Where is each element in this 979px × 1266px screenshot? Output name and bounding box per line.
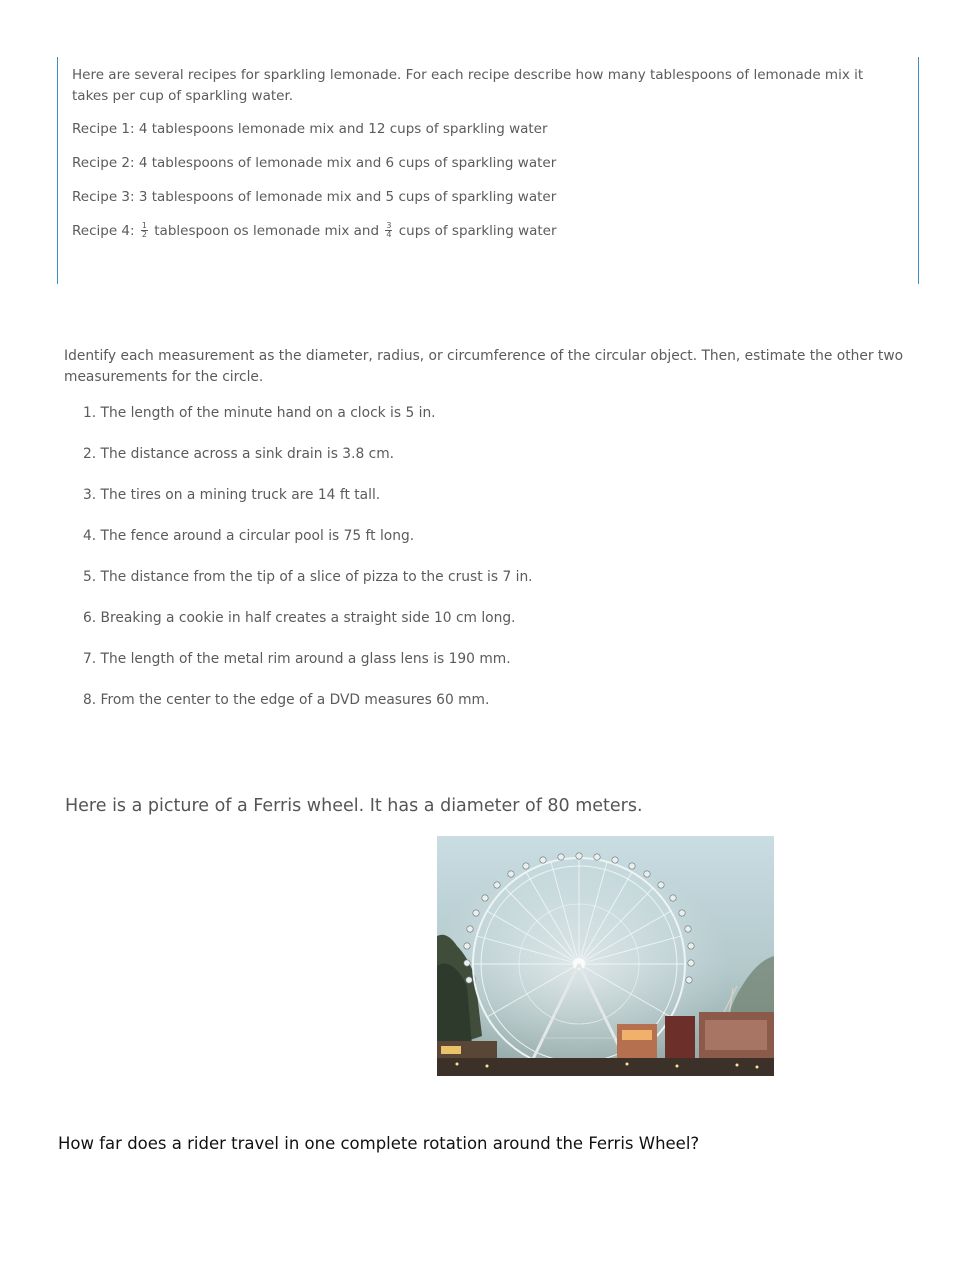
- recipe-4: [72, 221, 557, 241]
- recipe-4-prefix: Recipe 4:: [72, 223, 135, 239]
- list-item: 2. The distance across a sink drain is 3.8 cm.: [83, 446, 395, 462]
- recipe-3: Recipe 3: 3 tablespoons of lemonade mix and 5 cups of sparkling water: [72, 189, 557, 205]
- fraction-three-quarters: [385, 222, 392, 239]
- fraction-one-half: [141, 222, 148, 239]
- list-item: 7. The length of the metal rim around a glass lens is 190 mm.: [83, 651, 511, 667]
- ferris-question: How far does a rider travel in one complete rotation around the Ferris Wheel?: [58, 1134, 700, 1153]
- recipe-4-suffix: cups of sparkling water: [398, 223, 557, 239]
- list-item: 5. The distance from the tip of a slice of pizza to the crust is 7 in.: [83, 569, 533, 585]
- fraction-numerator: 1: [141, 220, 147, 230]
- list-item: 4. The fence around a circular pool is 75 ft long.: [83, 528, 415, 544]
- recipe-intro: Here are several recipes for sparkling lemonade. For each recipe describe how many tablespoons of lemonade mix it takes per cup of sparkling water.: [72, 67, 864, 104]
- recipe-4-middle: tablespoon os lemonade mix and: [154, 223, 380, 239]
- circle-intro: Identify each measurement as the diameter, radius, or circumference of the circular object. Then, estimate the other two measurements for the circle.: [64, 348, 904, 385]
- fraction-denominator: 4: [386, 229, 392, 239]
- ferris-intro: Here is a picture of a Ferris wheel. It has a diameter of 80 meters.: [65, 796, 643, 816]
- recipe-2: Recipe 2: 4 tablespoons of lemonade mix and 6 cups of sparkling water: [72, 155, 557, 171]
- list-item: 6. Breaking a cookie in half creates a straight side 10 cm long.: [83, 610, 516, 626]
- recipe-1: Recipe 1: 4 tablespoons lemonade mix and 12 cups of sparkling water: [72, 121, 548, 137]
- fraction-numerator: 3: [386, 220, 392, 230]
- fraction-denominator: 2: [141, 229, 147, 239]
- list-item: 1. The length of the minute hand on a clock is 5 in.: [83, 405, 436, 421]
- list-item: 8. From the center to the edge of a DVD measures 60 mm.: [83, 692, 490, 708]
- recipe-box: [57, 57, 919, 284]
- list-item: 3. The tires on a mining truck are 14 ft tall.: [83, 487, 381, 503]
- ferris-wheel-photo: [437, 836, 774, 1076]
